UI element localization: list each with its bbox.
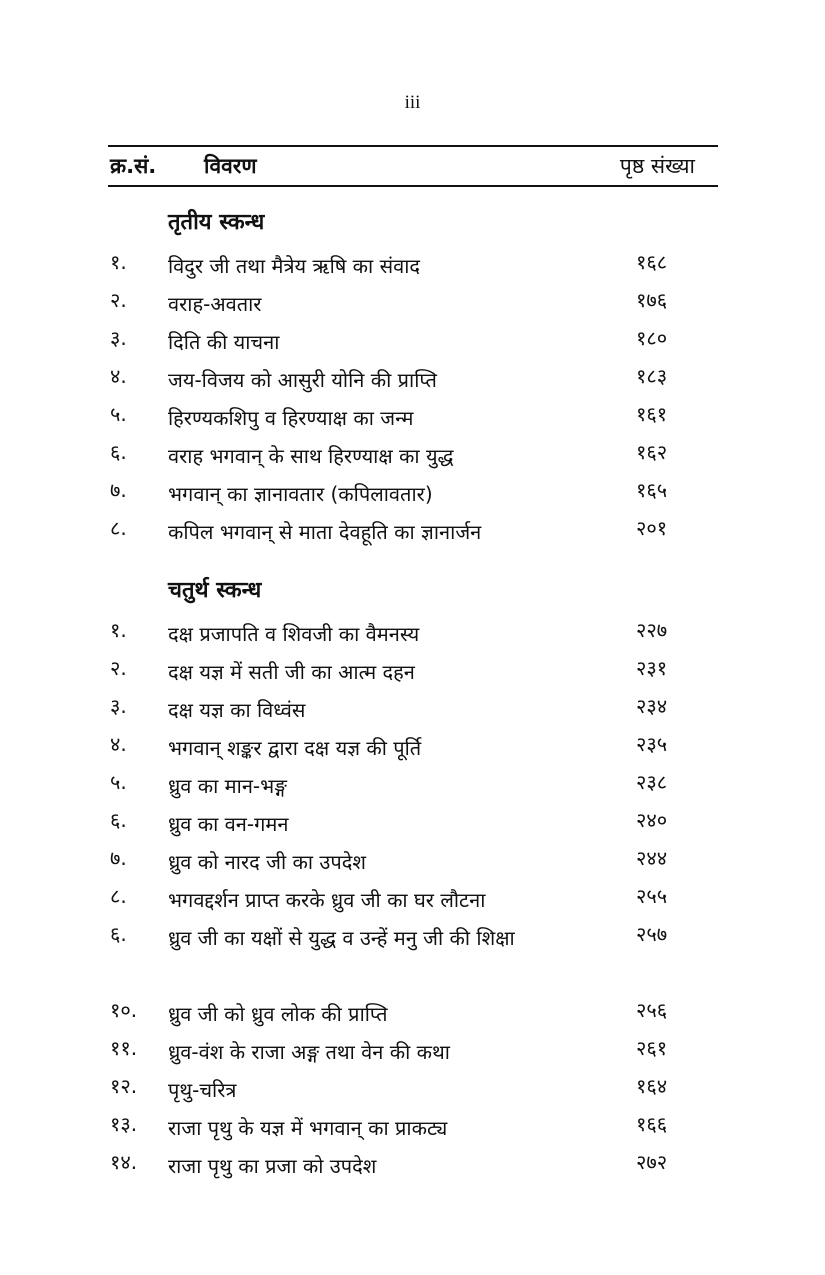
toc-row — [0, 476, 825, 514]
entry-title: राजा पृथु का प्रजा को उपदेश — [168, 1154, 377, 1178]
header-bottom-rule — [108, 185, 718, 187]
entry-title: भगवान् शङ्कर द्वारा दक्ष यज्ञ की पूर्ति — [168, 736, 422, 760]
toc-row — [0, 286, 825, 324]
entry-number: १. — [110, 250, 127, 274]
entry-title: वराह-अवतार — [168, 292, 262, 316]
entry-number: १३. — [110, 1112, 138, 1136]
toc-row — [0, 438, 825, 476]
entry-page: २४० — [636, 808, 668, 832]
entry-page: १६१ — [636, 402, 668, 426]
toc-row — [0, 882, 825, 920]
page-number: iii — [404, 92, 421, 113]
entry-title: दक्ष यज्ञ का विध्वंस — [168, 698, 306, 722]
toc-row — [0, 1110, 825, 1148]
section-title: चतुर्थ स्कन्ध — [168, 578, 262, 603]
entry-page: १७६ — [636, 288, 668, 312]
toc-row — [0, 514, 825, 552]
entry-number: ४. — [110, 364, 127, 388]
entry-title: ध्रुव को नारद जी का उपदेश — [168, 850, 366, 874]
toc-row — [0, 996, 825, 1034]
toc-row — [0, 362, 825, 400]
entry-page: २२७ — [636, 618, 668, 642]
entry-title: वराह भगवान् के साथ हिरण्याक्ष का युद्ध — [168, 444, 454, 468]
entry-title: दक्ष यज्ञ में सती जी का आत्म दहन — [168, 660, 415, 684]
entry-number: २. — [110, 656, 127, 680]
entry-title: भगवान् का ज्ञानावतार (कपिलावतार) — [168, 482, 433, 506]
entry-page: २५७ — [636, 922, 668, 946]
entry-page: २७२ — [636, 1150, 668, 1174]
entry-page: २५६ — [636, 998, 668, 1022]
entry-page: १६२ — [636, 440, 668, 464]
entry-page: २४४ — [636, 846, 668, 870]
entry-number: ४. — [110, 732, 127, 756]
entry-title: ध्रुव-वंश के राजा अङ्ग तथा वेन की कथा — [168, 1040, 450, 1064]
entry-page: २३५ — [636, 732, 668, 756]
entry-number: १०. — [110, 998, 138, 1022]
entry-page: १६४ — [636, 1074, 668, 1098]
header-serial: क्र.सं. — [110, 154, 157, 178]
entry-number: ५. — [110, 402, 127, 426]
entry-number: ७. — [110, 846, 127, 870]
entry-number: ६. — [110, 922, 127, 946]
entry-title: कपिल भगवान् से माता देवहूति का ज्ञानार्जन — [168, 520, 482, 544]
entry-number: ५. — [110, 770, 127, 794]
toc-row — [0, 1148, 825, 1186]
entry-title: ध्रुव जी का यक्षों से युद्ध व उन्हें मनु जी की शिक्षा — [168, 926, 515, 950]
toc-row — [0, 1034, 825, 1072]
entry-number: ८. — [110, 516, 127, 540]
toc-row — [0, 324, 825, 362]
entry-number: १२. — [110, 1074, 138, 1098]
toc-row — [0, 616, 825, 654]
entry-number: ११. — [110, 1036, 138, 1060]
entry-number: २. — [110, 288, 127, 312]
entry-title: हिरण्यकशिपु व हिरण्याक्ष का जन्म — [168, 406, 414, 430]
entry-page: १८३ — [636, 364, 668, 388]
entry-page: १६५ — [636, 478, 668, 502]
entry-number: ३. — [110, 326, 127, 350]
entry-number: ८. — [110, 884, 127, 908]
entry-page: २३१ — [636, 656, 668, 680]
entry-title: भगवद्दर्शन प्राप्त करके ध्रुव जी का घर लौटना — [168, 888, 486, 912]
toc-row — [0, 920, 825, 994]
toc-row — [0, 730, 825, 768]
entry-number: ६. — [110, 440, 127, 464]
header-description: विवरण — [204, 154, 257, 178]
toc-row — [0, 400, 825, 438]
toc-row — [0, 806, 825, 844]
entry-title: जय-विजय को आसुरी योनि की प्राप्ति — [168, 368, 437, 392]
entry-title: पृथु-चरित्र — [168, 1078, 237, 1102]
entry-page: २५५ — [636, 884, 668, 908]
toc-row — [0, 1072, 825, 1110]
toc-row — [0, 844, 825, 882]
entry-page: १६६ — [636, 1112, 668, 1136]
header-page: पृष्ठ संख्या — [619, 154, 695, 178]
entry-title: दिति की याचना — [168, 330, 280, 354]
entry-number: ६. — [110, 808, 127, 832]
toc-row — [0, 654, 825, 692]
entry-title: ध्रुव का मान-भङ्ग — [168, 774, 287, 798]
entry-page: २६१ — [636, 1036, 668, 1060]
section-title: तृतीय स्कन्ध — [168, 210, 265, 235]
entry-page: २३८ — [636, 770, 668, 794]
entry-page: १८० — [636, 326, 668, 350]
entry-number: ३. — [110, 694, 127, 718]
entry-page: १६८ — [636, 250, 668, 274]
toc-row — [0, 692, 825, 730]
toc-row — [0, 768, 825, 806]
entry-title: विदुर जी तथा मैत्रेय ऋषि का संवाद — [168, 254, 421, 278]
entry-page: २३४ — [636, 694, 668, 718]
toc-row — [0, 248, 825, 286]
entry-title: ध्रुव का वन-गमन — [168, 812, 289, 836]
entry-page: २०१ — [636, 516, 668, 540]
entry-number: १. — [110, 618, 127, 642]
header-top-rule — [108, 145, 718, 147]
entry-number: १४. — [110, 1150, 138, 1174]
entry-title: ध्रुव जी को ध्रुव लोक की प्राप्ति — [168, 1002, 388, 1026]
entry-title: राजा पृथु के यज्ञ में भगवान् का प्राकट्य — [168, 1116, 448, 1140]
entry-number: ७. — [110, 478, 127, 502]
entry-title: दक्ष प्रजापति व शिवजी का वैमनस्य — [168, 622, 420, 646]
